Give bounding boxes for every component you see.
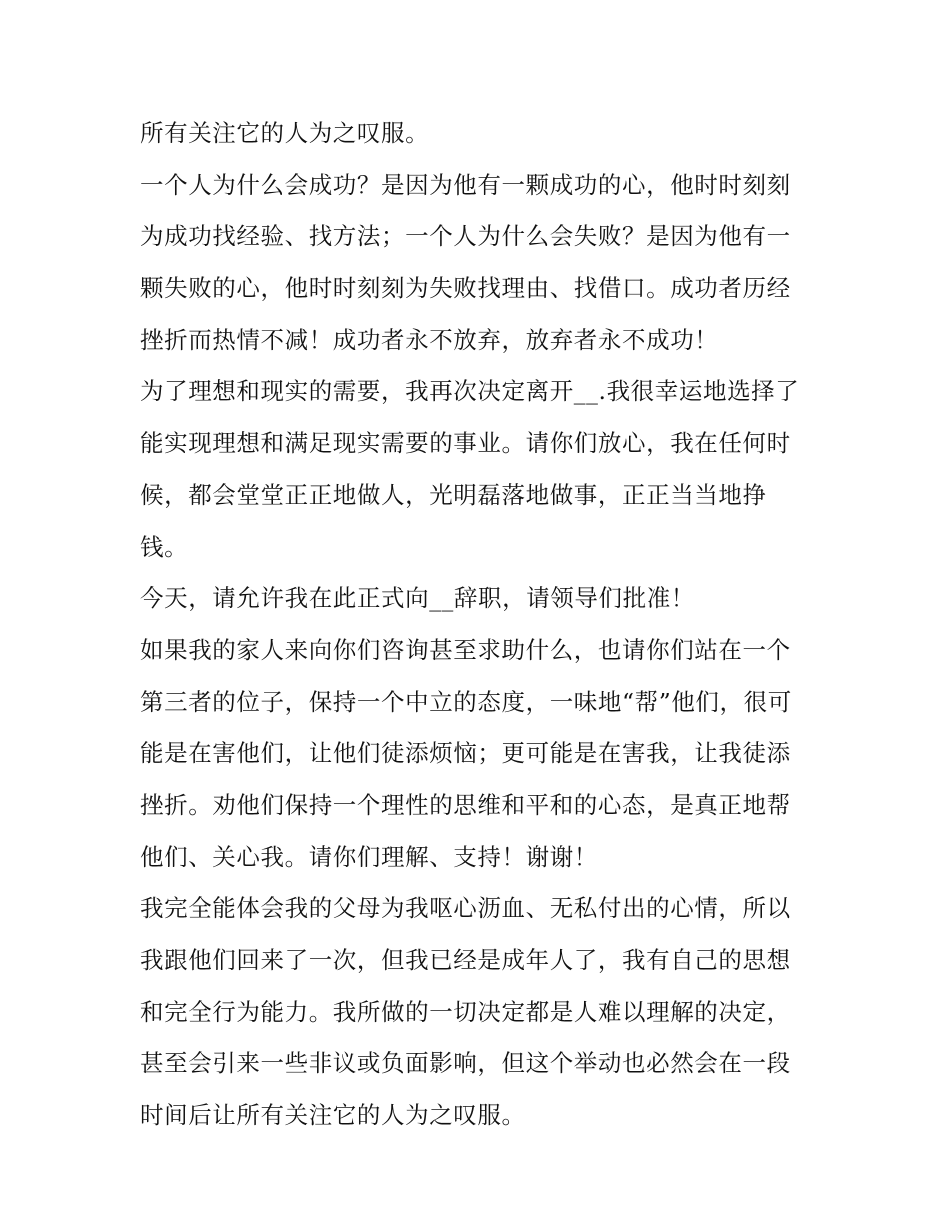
text-line: 一个人为什么会成功？是因为他有一颗成功的心，他时时刻刻 xyxy=(140,170,791,199)
document-body xyxy=(140,108,820,1142)
text-line: 挫折而热情不减！成功者永不放弃，放弃者永不成功！ xyxy=(140,325,719,354)
text-line: 所有关注它的人为之叹服。 xyxy=(140,119,430,147)
text-line: 为了理想和现实的需要，我再次决定离开__.我很幸运地选择了 xyxy=(140,377,800,406)
text-line: 第三者的位子，保持一个中立的态度，一味地“帮”他们，很可 xyxy=(140,687,792,716)
text-line: 钱。 xyxy=(140,532,189,561)
text-line: 候，都会堂堂正正地做人，光明磊落地做事，正正当当地挣 xyxy=(140,480,767,509)
text-line: 和完全行为能力。我所做的一切决定都是人难以理解的决定， xyxy=(140,997,791,1026)
text-line: 如果我的家人来向你们咨询甚至求助什么，也请你们站在一个 xyxy=(140,635,791,664)
text-line: 甚至会引来一些非议或负面影响，但这个举动也必然会在一段 xyxy=(140,1049,791,1078)
text-line: 为成功找经验、找方法；一个人为什么会失败？是因为他有一 xyxy=(140,222,791,251)
text-line: 今天，请允许我在此正式向__辞职，请领导们批准！ xyxy=(140,584,695,613)
text-line: 我完全能体会我的父母为我呕心沥血、无私付出的心情，所以 xyxy=(140,894,791,923)
text-line: 能是在害他们，让他们徒添烦恼；更可能是在害我，让我徒添 xyxy=(140,739,791,768)
text-line: 时间后让所有关注它的人为之叹服。 xyxy=(140,1101,526,1130)
text-line: 挫折。劝他们保持一个理性的思维和平和的心态，是真正地帮 xyxy=(140,790,791,819)
text-line: 能实现理想和满足现实需要的事业。请你们放心，我在任何时 xyxy=(140,429,791,458)
text-line: 颗失败的心，他时时刻刻为失败找理由、找借口。成功者历经 xyxy=(140,274,791,303)
text-line: 我跟他们回来了一次，但我已经是成年人了，我有自己的思想 xyxy=(140,946,791,974)
text-line: 他们、关心我。请你们理解、支持！谢谢！ xyxy=(140,842,598,871)
